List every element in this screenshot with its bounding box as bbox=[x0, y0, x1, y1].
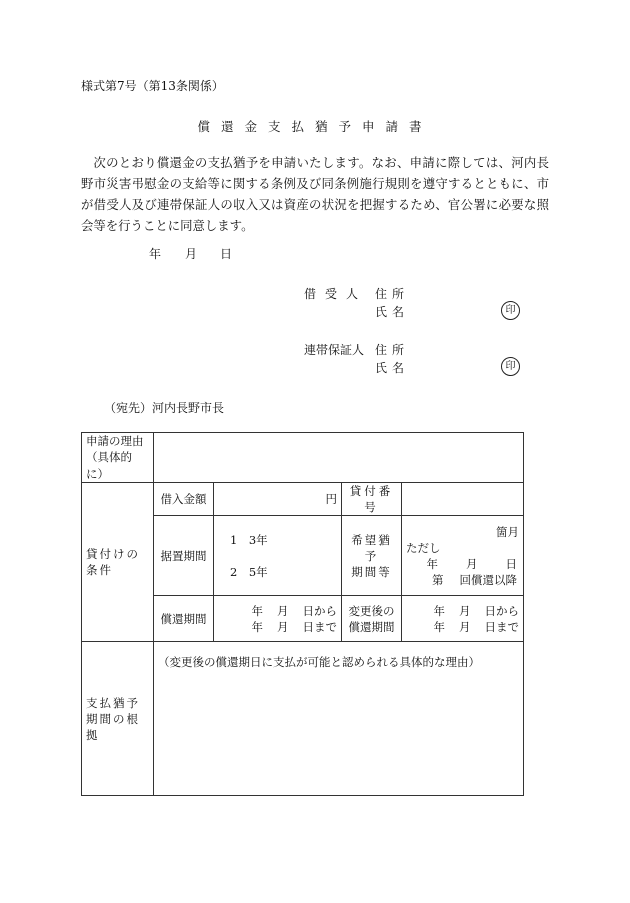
loan-amount-field[interactable] bbox=[214, 483, 342, 516]
repay-to-month: 月 bbox=[277, 619, 289, 634]
guarantor-seal: 印 bbox=[501, 357, 520, 376]
repay-from-day: 日から bbox=[302, 603, 337, 618]
application-table bbox=[81, 432, 524, 796]
months-unit: 箇月 bbox=[496, 524, 519, 539]
date-month: 月 bbox=[185, 247, 198, 261]
repayment-period-field[interactable] bbox=[214, 596, 342, 642]
loan-amount-label: 借入金額 bbox=[154, 483, 214, 516]
guarantor-role: 連帯保証人 bbox=[304, 343, 365, 357]
loan-number-label: 貸付番号 bbox=[342, 483, 402, 516]
grounds-field[interactable] bbox=[154, 642, 524, 796]
nth-prefix: 第 bbox=[432, 572, 444, 587]
changed-from-day: 日から bbox=[484, 603, 519, 618]
changed-repayment-field[interactable] bbox=[402, 596, 524, 642]
guarantor-address-label: 住所 bbox=[375, 343, 410, 357]
reason-label: 申請の理由（具体的に） bbox=[82, 433, 154, 483]
date-year: 年 bbox=[149, 247, 162, 261]
changed-repayment-label: 変更後の 償還期間 bbox=[342, 596, 402, 642]
deferment-option-2: 2 5年 bbox=[230, 564, 268, 579]
desired-deferment-label: 希望猶予 期間等 bbox=[342, 516, 402, 596]
form-number: 様式第7号（第13条関係） bbox=[81, 79, 224, 93]
however-text: ただし bbox=[406, 540, 441, 555]
conditions-label: 貸付けの条件 bbox=[82, 483, 154, 642]
yen-unit: 円 bbox=[325, 492, 337, 507]
changed-to-month: 月 bbox=[459, 619, 471, 634]
grounds-label: 支払猶予期間の根拠 bbox=[82, 642, 154, 796]
changed-from-month: 月 bbox=[459, 603, 471, 618]
changed-to-year: 年 bbox=[433, 619, 445, 634]
borrower-address-label: 住所 bbox=[375, 287, 410, 301]
repayment-period-label: 償還期間 bbox=[154, 596, 214, 642]
guarantor-name-label: 氏名 bbox=[375, 361, 410, 375]
repay-to-year: 年 bbox=[251, 619, 263, 634]
repay-from-month: 月 bbox=[277, 603, 289, 618]
borrower-role: 借受人 bbox=[304, 287, 368, 301]
desired-month: 月 bbox=[466, 556, 478, 571]
form-title: 償還金支払猶予申請書 bbox=[197, 119, 433, 134]
reason-field[interactable] bbox=[154, 433, 524, 483]
deferment-period-label: 据置期間 bbox=[154, 516, 214, 596]
borrower-name-label: 氏名 bbox=[375, 305, 410, 319]
grounds-note: （変更後の償還期日に支払が可能と認められる具体的な理由） bbox=[158, 655, 480, 670]
desired-day: 日 bbox=[505, 556, 517, 571]
borrower-seal: 印 bbox=[501, 301, 520, 320]
desired-year: 年 bbox=[426, 556, 438, 571]
loan-number-field[interactable] bbox=[402, 483, 524, 516]
desired-deferment-field[interactable] bbox=[402, 516, 524, 596]
deferment-options[interactable] bbox=[214, 516, 342, 596]
repay-from-year: 年 bbox=[251, 603, 263, 618]
deferment-option-1: 1 3年 bbox=[230, 532, 268, 547]
changed-from-year: 年 bbox=[433, 603, 445, 618]
changed-to-day: 日まで bbox=[484, 619, 519, 634]
repay-to-day: 日まで bbox=[302, 619, 337, 634]
addressee: （宛先）河内長野市長 bbox=[104, 401, 225, 415]
repayment-onward: 回償還以降 bbox=[459, 572, 517, 587]
body-text: 次のとおり償還金の支払猶予を申請いたします。なお、申請に際しては、河内長野市災害弔慰金の支給等に関する条例及び同条例施行規則を遵守するとともに、市が借受人及び連帯保証人の収入又は資産の状況を把握するため、官公署に必要な照会等を行うことに同意します。 bbox=[81, 155, 549, 233]
date-day: 日 bbox=[220, 247, 233, 261]
